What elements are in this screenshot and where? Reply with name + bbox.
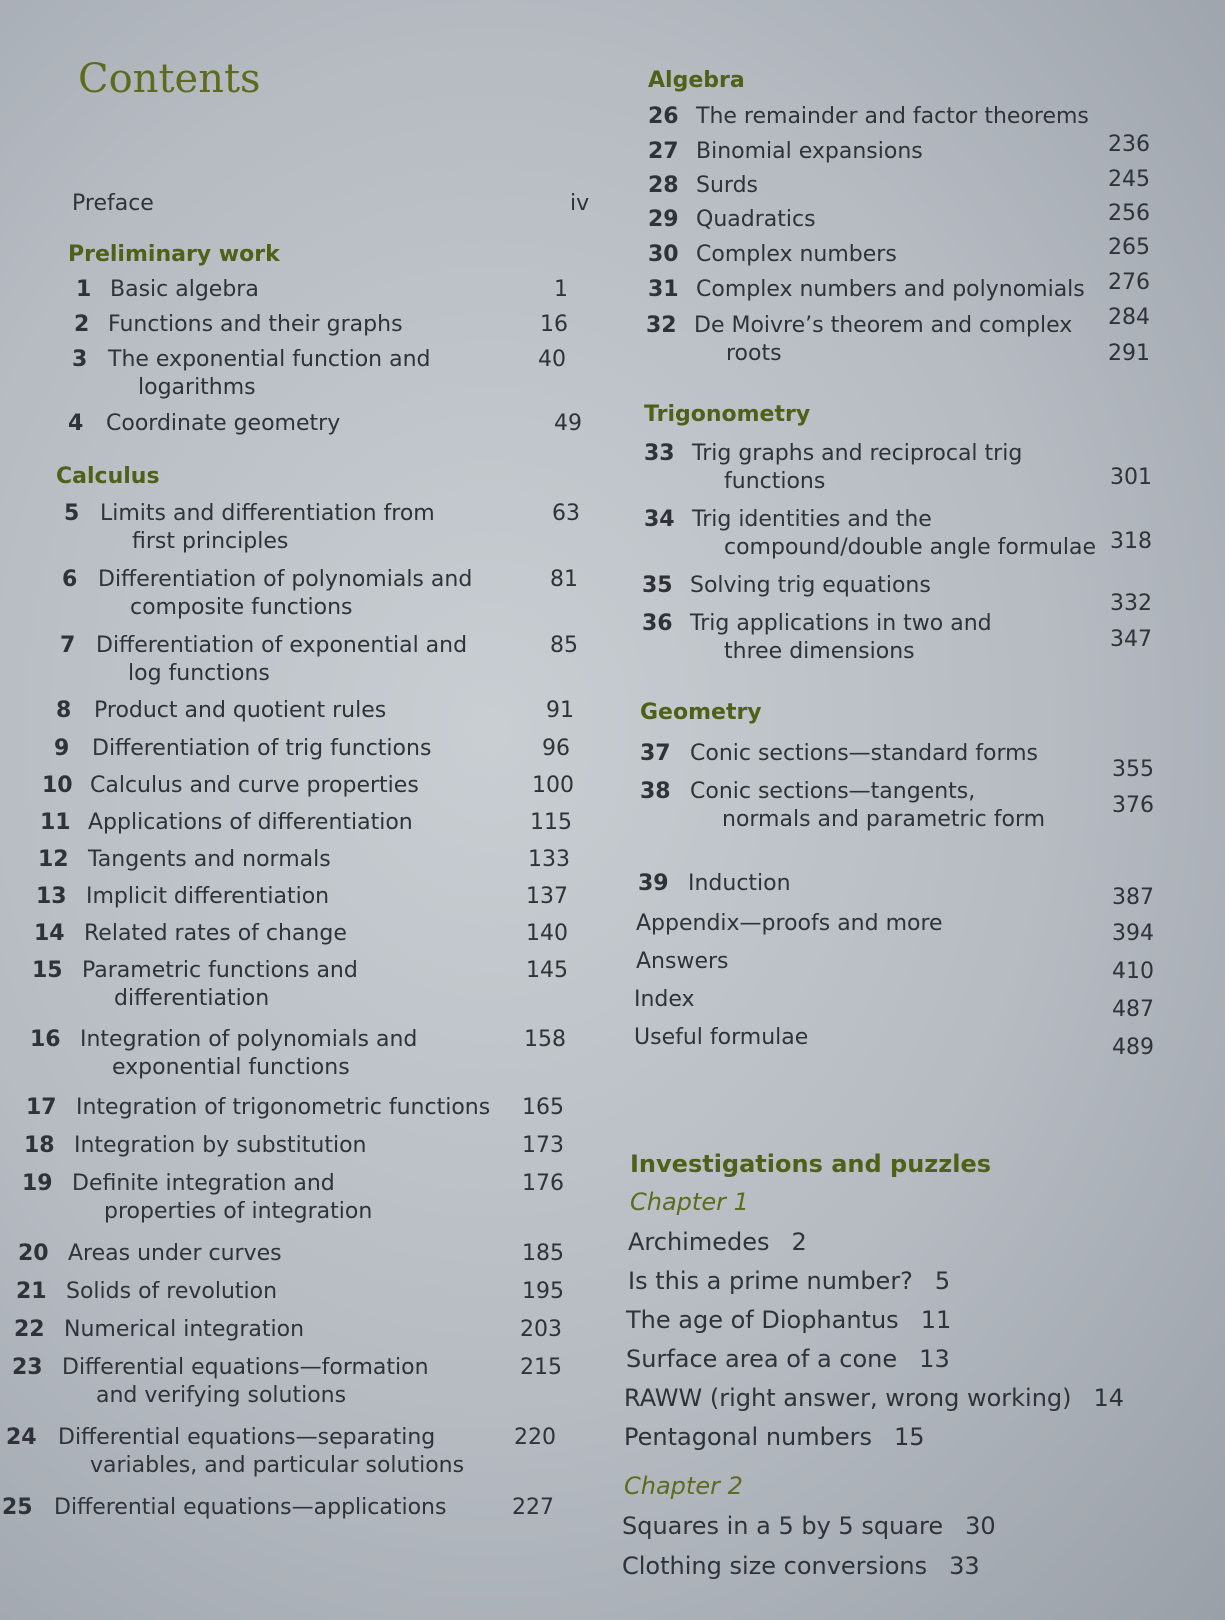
entry-title: Appendix—proofs and more	[636, 911, 943, 936]
chapter-page: 140	[526, 921, 568, 946]
chapter-page: 85	[550, 633, 578, 658]
chapter-number: 22	[14, 1317, 45, 1342]
chapter-page: 91	[546, 698, 574, 723]
section-heading-investigations: Investigations and puzzles	[630, 1150, 992, 1178]
puzzle-page: 13	[919, 1345, 950, 1373]
toc-entry	[640, 740, 1154, 782]
chapter-title: Differential equations—applications	[54, 1495, 447, 1520]
chapter-number: 33	[644, 441, 675, 466]
toc-entry	[644, 506, 1152, 562]
toc-entry	[30, 1026, 566, 1082]
chapter-page: 158	[524, 1027, 566, 1052]
chapter-page: 332	[1110, 591, 1152, 616]
chapter-page: 265	[1108, 235, 1150, 260]
puzzle-page: 30	[965, 1512, 996, 1540]
section-heading-geometry: Geometry	[640, 700, 762, 725]
toc-entry	[74, 311, 568, 339]
chapter-number: 29	[648, 207, 679, 232]
puzzle-page: 11	[920, 1306, 952, 1334]
toc-entry	[72, 346, 566, 402]
chapter-number: 28	[648, 173, 679, 198]
chapter-number: 25	[2, 1495, 33, 1520]
chapter-page: 301	[1110, 465, 1152, 490]
chapter-title: Definite integration and	[72, 1171, 335, 1196]
chapter-page: 203	[520, 1317, 562, 1342]
chapter-number: 37	[640, 741, 671, 766]
toc-entry-formulae	[634, 1024, 1154, 1060]
toc-entry	[642, 610, 1152, 666]
toc-entry	[642, 572, 1152, 616]
puzzle-page: 15	[894, 1423, 925, 1451]
puzzle-page: 14	[1093, 1384, 1125, 1412]
chapter-page: 387	[1112, 885, 1154, 910]
preface-row	[72, 190, 590, 218]
chapter-page: 100	[532, 773, 574, 798]
chapter-title: Areas under curves	[68, 1241, 282, 1266]
chapter-title: Applications of differentiation	[88, 810, 413, 835]
toc-entry	[26, 1094, 564, 1122]
toc-entry	[76, 276, 568, 304]
puzzle-item	[624, 1423, 925, 1451]
chapter-number: 18	[24, 1133, 55, 1158]
toc-entry	[38, 846, 570, 874]
chapter-title: Solids of revolution	[66, 1279, 278, 1304]
chapter-page: 256	[1108, 201, 1150, 226]
puzzle-item	[628, 1228, 807, 1256]
chapter-title: Solving trig equations	[690, 573, 931, 598]
chapter-title-continued: three dimensions	[724, 639, 915, 664]
chapter-page: 195	[522, 1279, 564, 1304]
toc-entry	[6, 1424, 556, 1480]
puzzle-title: Clothing size conversions	[622, 1552, 928, 1580]
chapter-title-continued: compound/double angle formulae	[724, 535, 1097, 560]
chapter-number: 2	[74, 312, 90, 337]
chapter-title: Integration by substitution	[74, 1133, 367, 1158]
toc-entry	[14, 1316, 562, 1344]
puzzle-chapter-label: Chapter 1	[630, 1188, 749, 1216]
chapter-number: 39	[638, 871, 669, 896]
chapter-number: 20	[18, 1241, 49, 1266]
chapter-title: Quadratics	[696, 207, 816, 232]
chapter-title: Calculus and curve properties	[90, 773, 419, 798]
chapter-title-continued: variables, and particular solutions	[90, 1453, 465, 1478]
chapter-number: 32	[646, 313, 677, 338]
chapter-page: 81	[550, 567, 578, 592]
chapter-title-continued: and verifying solutions	[96, 1383, 347, 1408]
chapter-number: 26	[648, 104, 679, 129]
chapter-number: 1	[76, 277, 92, 302]
chapter-title: Trig identities and the	[692, 507, 932, 532]
toc-entry	[2, 1494, 554, 1522]
chapter-number: 9	[54, 736, 70, 761]
chapter-page: 284	[1108, 305, 1150, 330]
chapter-page: 227	[512, 1495, 554, 1520]
chapter-title: Differential equations—separating	[58, 1425, 436, 1450]
chapter-title: Conic sections—tangents,	[690, 779, 976, 804]
chapter-title: Conic sections—standard forms	[690, 741, 1038, 766]
chapter-number: 11	[40, 810, 71, 835]
chapter-page: 133	[528, 847, 570, 872]
chapter-page: 185	[522, 1241, 564, 1266]
puzzle-item	[626, 1306, 951, 1334]
chapter-title: Complex numbers	[696, 242, 897, 267]
toc-entry-answers	[636, 948, 1154, 984]
puzzle-page: 5	[934, 1267, 951, 1295]
toc-entry	[32, 957, 568, 1013]
puzzle-item	[624, 1384, 1124, 1412]
puzzle-page: 2	[791, 1228, 807, 1256]
chapter-page: 215	[520, 1355, 562, 1380]
chapter-title: Limits and differentiation from	[100, 501, 435, 526]
entry-title: Answers	[636, 949, 729, 974]
section-heading-trigonometry: Trigonometry	[644, 402, 811, 427]
puzzle-title: Pentagonal numbers	[624, 1423, 873, 1451]
toc-entry	[36, 883, 568, 911]
toc-entry	[24, 1132, 564, 1160]
puzzle-item	[622, 1552, 980, 1580]
chapter-number: 35	[642, 573, 673, 598]
chapter-number: 38	[640, 779, 671, 804]
puzzle-title: The age of Diophantus	[626, 1306, 899, 1334]
toc-entry	[42, 772, 574, 800]
chapter-page: 355	[1112, 757, 1154, 782]
chapter-page: 63	[552, 501, 580, 526]
entry-title: Index	[634, 987, 695, 1012]
chapter-number: 19	[22, 1171, 53, 1196]
entry-page: 489	[1112, 1035, 1154, 1060]
chapter-title-continued: first principles	[132, 529, 289, 554]
chapter-page: 96	[542, 736, 570, 761]
chapter-page: 1	[554, 277, 568, 302]
chapter-title: Complex numbers and polynomials	[696, 277, 1085, 302]
preface-page: iv	[570, 191, 590, 216]
chapter-page: 16	[540, 312, 568, 337]
chapter-title-continued: log functions	[128, 661, 270, 686]
chapter-title: Trig applications in two and	[690, 611, 992, 636]
toc-entry	[64, 500, 580, 556]
chapter-title-continued: composite functions	[130, 595, 353, 620]
toc-entry	[34, 920, 568, 948]
chapter-page: 276	[1108, 270, 1150, 295]
chapter-title: De Moivre’s theorem and complex	[694, 313, 1073, 338]
chapter-title-continued: properties of integration	[104, 1199, 373, 1224]
section-heading-calculus: Calculus	[56, 464, 160, 489]
chapter-number: 30	[648, 242, 679, 267]
chapter-title-continued: roots	[726, 341, 782, 366]
chapter-number: 13	[36, 884, 67, 909]
chapter-title-continued: differentiation	[114, 986, 270, 1011]
chapter-number: 27	[648, 139, 679, 164]
toc-entry	[12, 1354, 562, 1410]
chapter-number: 10	[42, 773, 73, 798]
chapter-title: Functions and their graphs	[108, 312, 403, 337]
chapter-page: 173	[522, 1133, 564, 1158]
chapter-title: Differentiation of trig functions	[92, 736, 432, 761]
toc-entry-appendix	[636, 910, 1154, 946]
chapter-page: 40	[538, 347, 566, 372]
chapter-title-continued: exponential functions	[112, 1055, 350, 1080]
chapter-number: 12	[38, 847, 69, 872]
chapter-title: Integration of polynomials and	[80, 1027, 418, 1052]
preface-label: Preface	[72, 191, 154, 216]
chapter-page: 176	[522, 1171, 564, 1196]
chapter-title: Basic algebra	[110, 277, 259, 302]
chapter-title: Tangents and normals	[88, 847, 331, 872]
chapter-page: 245	[1108, 167, 1150, 192]
puzzle-item	[622, 1512, 996, 1540]
chapter-page: 291	[1108, 341, 1150, 366]
toc-entry	[68, 410, 582, 438]
toc-entry	[640, 778, 1154, 834]
entry-title: Useful formulae	[634, 1025, 809, 1050]
toc-entry	[54, 735, 570, 763]
chapter-number: 14	[34, 921, 65, 946]
chapter-number: 5	[64, 501, 80, 526]
chapter-page: 165	[522, 1095, 564, 1120]
chapter-title: Parametric functions and	[82, 958, 358, 983]
chapter-number: 16	[30, 1027, 61, 1052]
puzzle-item	[628, 1267, 950, 1295]
toc-entry	[60, 632, 578, 688]
chapter-title: Differentiation of exponential and	[96, 633, 468, 658]
chapter-title: Induction	[688, 871, 791, 896]
chapter-title-continued: normals and parametric form	[722, 807, 1046, 832]
puzzle-title: Is this a prime number?	[628, 1267, 913, 1295]
toc-entry	[62, 566, 578, 622]
chapter-page: 347	[1110, 627, 1152, 652]
chapter-title: Binomial expansions	[696, 139, 923, 164]
chapter-number: 24	[6, 1425, 37, 1450]
section-heading-preliminary: Preliminary work	[68, 242, 280, 267]
puzzle-title: Archimedes	[628, 1228, 770, 1256]
puzzle-title: Surface area of a cone	[626, 1345, 898, 1373]
puzzle-chapter-label: Chapter 2	[624, 1472, 743, 1500]
puzzle-title: RAWW (right answer, wrong working)	[624, 1384, 1072, 1412]
entry-page: 487	[1112, 997, 1154, 1022]
page-title: Contents	[78, 56, 261, 102]
chapter-title: The exponential function and	[108, 347, 431, 372]
chapter-title-continued: logarithms	[138, 375, 256, 400]
section-heading-algebra: Algebra	[648, 68, 745, 93]
chapter-page: 145	[526, 958, 568, 983]
toc-entry	[40, 809, 572, 837]
chapter-title: Numerical integration	[64, 1317, 305, 1342]
toc-entry	[22, 1170, 564, 1226]
chapter-title: Differential equations—formation	[62, 1355, 429, 1380]
chapter-number: 15	[32, 958, 63, 983]
chapter-page: 115	[530, 810, 572, 835]
chapter-title: Integration of trigonometric functions	[76, 1095, 491, 1120]
chapter-title: Differentiation of polynomials and	[98, 567, 473, 592]
chapter-number: 36	[642, 611, 673, 636]
chapter-number: 31	[648, 277, 679, 302]
toc-entry	[16, 1278, 564, 1306]
chapter-page: 49	[554, 411, 582, 436]
chapter-number: 17	[26, 1095, 57, 1120]
chapter-title: Related rates of change	[84, 921, 347, 946]
chapter-number: 3	[72, 347, 88, 372]
toc-entry-index	[634, 986, 1154, 1022]
chapter-number: 21	[16, 1279, 47, 1304]
chapter-title: Implicit differentiation	[86, 884, 330, 909]
chapter-number: 6	[62, 567, 78, 592]
chapter-page: 236	[1108, 132, 1150, 157]
chapter-number: 4	[68, 411, 84, 436]
chapter-number: 34	[644, 507, 675, 532]
chapter-page: 220	[514, 1425, 556, 1450]
chapter-number: 23	[12, 1355, 43, 1380]
chapter-title: Trig graphs and reciprocal trig	[692, 441, 1023, 466]
chapter-number: 8	[56, 698, 72, 723]
puzzle-title: Squares in a 5 by 5 square	[622, 1512, 944, 1540]
chapter-page: 376	[1112, 793, 1154, 818]
chapter-page: 318	[1110, 529, 1152, 554]
entry-page: 410	[1112, 959, 1154, 984]
toc-entry	[638, 870, 1154, 910]
puzzle-page: 33	[949, 1552, 980, 1580]
chapter-number: 7	[60, 633, 76, 658]
chapter-title: Product and quotient rules	[94, 698, 387, 723]
chapter-title: Surds	[696, 173, 758, 198]
chapter-title-continued: functions	[724, 469, 826, 494]
chapter-title: Coordinate geometry	[106, 411, 341, 436]
puzzle-item	[626, 1345, 950, 1373]
toc-entry	[56, 697, 574, 725]
toc-entry	[644, 440, 1152, 496]
entry-page: 394	[1112, 921, 1154, 946]
chapter-page: 137	[526, 884, 568, 909]
chapter-title: The remainder and factor theorems	[696, 104, 1089, 129]
toc-entry	[18, 1240, 564, 1268]
